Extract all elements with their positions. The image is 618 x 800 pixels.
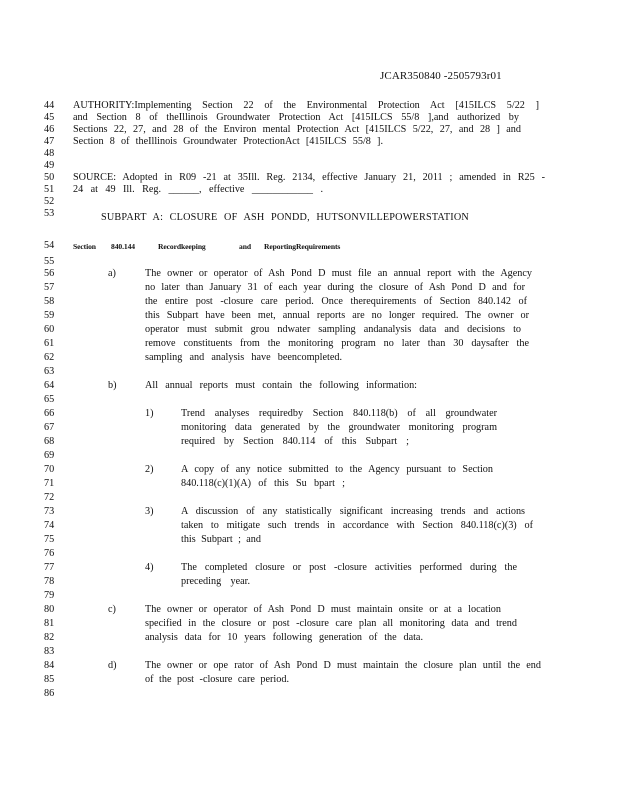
line-number: 82 <box>44 632 55 643</box>
item-marker: 4) <box>145 562 154 573</box>
line-number: 62 <box>44 352 55 363</box>
line-number: 76 <box>44 548 55 559</box>
item-line: taken to mitigate such trends in accordance with Section 840.118(c)(3) of <box>181 520 533 531</box>
paragraph-line: The owner or operator of Ash Pond D must file an annual report with the Agency <box>145 268 532 279</box>
line-number: 51 <box>44 184 55 195</box>
line-number: 66 <box>44 408 55 419</box>
line-number: 72 <box>44 492 55 503</box>
paragraph-line: The owner or operator of Ash Pond D must maintain onsite or at a location <box>145 604 501 615</box>
line-number: 71 <box>44 478 55 489</box>
line-number: 46 <box>44 124 55 135</box>
line-number: 49 <box>44 160 55 171</box>
line-number: 75 <box>44 534 55 545</box>
line-number: 52 <box>44 196 55 207</box>
paragraph-line: The owner or ope rator of Ash Pond D must maintain the closure plan until the end <box>145 660 541 671</box>
line-number: 81 <box>44 618 55 629</box>
line-number: 69 <box>44 450 55 461</box>
item-line: A discussion of any statistically significant increasing trends and actions <box>181 506 525 517</box>
line-number: 77 <box>44 562 55 573</box>
line-number: 74 <box>44 520 55 531</box>
source-line: SOURCE: Adopted in R09 -21 at 35Ill. Reg. 2134, effective January 21, 2011 ; amended in R25 - <box>73 172 545 183</box>
authority-line: Section 8 of theIllinois Groundwater ProtectionAct [415ILCS 55/8 ]. <box>73 136 383 147</box>
source-line: 24 at 49 Ill. Reg. ______, effective ____________ . <box>73 184 323 195</box>
paragraph-marker: c) <box>108 604 116 615</box>
line-number: 50 <box>44 172 55 183</box>
paragraph-line: of the post -closure care period. <box>145 674 289 685</box>
section-label: Section <box>73 242 96 251</box>
authority-line: and Section 8 of theIllinois Groundwater Protection Act [415ILCS 55/8 ],and authorized by <box>73 112 519 123</box>
line-number: 59 <box>44 310 55 321</box>
line-number: 57 <box>44 282 55 293</box>
paragraph-line: remove constituents from the monitoring program no later than 30 daysafter the <box>145 338 529 349</box>
subpart-heading: SUBPART A: CLOSURE OF ASH PONDD, HUTSONVILLEPOWERSTATION <box>101 212 469 223</box>
header-code: JCAR350840 -2505793r01 <box>380 70 502 82</box>
paragraph-intro: All annual reports must contain the following information: <box>145 380 417 391</box>
paragraph-marker: b) <box>108 380 117 391</box>
line-number: 84 <box>44 660 55 671</box>
paragraph-line: specified in the closure or post -closure care plan all monitoring data and trend <box>145 618 517 629</box>
paragraph-line: analysis data for 10 years following generation of the data. <box>145 632 423 643</box>
item-marker: 1) <box>145 408 154 419</box>
line-number: 67 <box>44 422 55 433</box>
line-number: 63 <box>44 366 55 377</box>
line-number: 80 <box>44 604 55 615</box>
line-number: 45 <box>44 112 55 123</box>
line-number: 48 <box>44 148 55 159</box>
paragraph-marker: a) <box>108 268 116 279</box>
item-line: A copy of any notice submitted to the Agency pursuant to Section <box>181 464 493 475</box>
line-number: 64 <box>44 380 55 391</box>
line-number: 78 <box>44 576 55 587</box>
line-number: 54 <box>44 240 55 251</box>
line-number: 55 <box>44 256 55 267</box>
line-number: 70 <box>44 464 55 475</box>
line-number: 73 <box>44 506 55 517</box>
line-number: 61 <box>44 338 55 349</box>
line-number: 60 <box>44 324 55 335</box>
line-number: 56 <box>44 268 55 279</box>
paragraph-line: sampling and analysis have beencompleted. <box>145 352 342 363</box>
paragraph-marker: d) <box>108 660 117 671</box>
paragraph-line: the entire post -closure care period. Once therequirements of Section 840.142 of <box>145 296 527 307</box>
line-number: 47 <box>44 136 55 147</box>
line-number: 65 <box>44 394 55 405</box>
section-title-recordkeeping: Recordkeeping <box>158 242 206 251</box>
line-number: 86 <box>44 688 55 699</box>
line-number: 83 <box>44 646 55 657</box>
line-number: 44 <box>44 100 55 111</box>
line-number: 79 <box>44 590 55 601</box>
line-number: 68 <box>44 436 55 447</box>
paragraph-line: operator must submit grou ndwater sampling andanalysis data and decisions to <box>145 324 521 335</box>
paragraph-line: no later than January 31 of each year during the closure of Ash Pond D and for <box>145 282 525 293</box>
line-number: 58 <box>44 296 55 307</box>
authority-line: AUTHORITY:Implementing Section 22 of the Environmental Protection Act [415ILCS 5/22 ] <box>73 100 539 111</box>
paragraph-line: this Subpart have been met, annual reports are no longer required. The owner or <box>145 310 529 321</box>
line-number: 53 <box>44 208 55 219</box>
item-line: preceding year. <box>181 576 250 587</box>
item-line: monitoring data generated by the groundwater monitoring program <box>181 422 497 433</box>
item-line: The completed closure or post -closure activities performed during the <box>181 562 517 573</box>
authority-line: Sections 22, 27, and 28 of the Environ mental Protection Act [415ILCS 5/22, 27, and 28 ] and <box>73 124 521 135</box>
section-title-reporting: ReportingRequirements <box>264 242 341 251</box>
item-line: Trend analyses requiredby Section 840.118(b) of all groundwater <box>181 408 497 419</box>
section-title-and: and <box>239 242 251 251</box>
section-number: 840.144 <box>111 242 135 251</box>
item-marker: 3) <box>145 506 154 517</box>
item-line: this Subpart ; and <box>181 534 261 545</box>
item-marker: 2) <box>145 464 154 475</box>
item-line: 840.118(c)(1)(A) of this Su bpart ; <box>181 478 345 489</box>
line-number: 85 <box>44 674 55 685</box>
item-line: required by Section 840.114 of this Subpart ; <box>181 436 409 447</box>
